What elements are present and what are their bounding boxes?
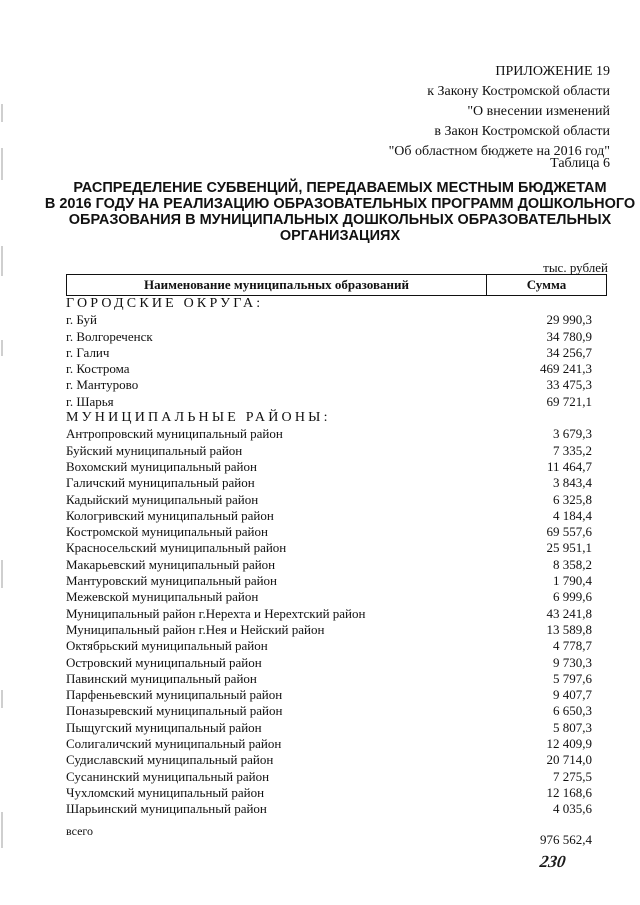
subvention-amount: 33 475,3 bbox=[546, 377, 592, 393]
table-row bbox=[66, 785, 592, 801]
appendix-line: к Закону Костромской области bbox=[427, 84, 610, 99]
appendix-line: "О внесении изменений bbox=[467, 104, 610, 119]
table-row bbox=[66, 459, 592, 475]
scan-margin-mark bbox=[1, 690, 3, 708]
title-line: РАСПРЕДЕЛЕНИЕ СУБВЕНЦИЙ, ПЕРЕДАВАЕМЫХ МЕСТНЫМ БЮДЖЕТАМ bbox=[73, 180, 607, 196]
scan-margin-mark bbox=[1, 246, 3, 276]
table-row bbox=[66, 703, 592, 719]
table-row bbox=[66, 475, 592, 491]
subvention-amount: 34 256,7 bbox=[546, 344, 592, 360]
municipality-name: Поназыревский муниципальный район bbox=[66, 703, 283, 719]
table-row bbox=[66, 394, 592, 410]
scan-margin-mark bbox=[1, 148, 3, 180]
municipality-name: г. Шарья bbox=[66, 393, 114, 409]
municipality-name: Мантуровский муниципальный район bbox=[66, 573, 278, 589]
subvention-amount: 9 730,3 bbox=[553, 654, 592, 670]
document-title bbox=[40, 180, 640, 244]
municipality-name: Чухломский муниципальный район bbox=[66, 784, 265, 800]
municipality-name: Буйский муниципальный район bbox=[66, 442, 243, 458]
subvention-amount: 9 407,7 bbox=[553, 687, 592, 703]
table-row bbox=[66, 720, 592, 736]
subvention-amount: 1 790,4 bbox=[553, 573, 592, 589]
section-heading: МУНИЦИПАЛЬНЫЕ РАЙОНЫ: bbox=[66, 410, 331, 426]
appendix-line: в Закон Костромской области bbox=[434, 124, 610, 139]
subvention-amount: 20 714,0 bbox=[546, 752, 592, 768]
table-row bbox=[66, 622, 592, 638]
municipality-name: Островский муниципальный район bbox=[66, 654, 262, 670]
table-row bbox=[66, 377, 592, 393]
municipality-name: Муниципальный район г.Нерехта и Нерехтский район bbox=[66, 605, 366, 621]
subvention-amount: 6 999,6 bbox=[553, 589, 592, 605]
municipality-name: г. Кострома bbox=[66, 361, 130, 377]
municipality-name: Октябрьский муниципальный район bbox=[66, 638, 268, 654]
subvention-amount: 6 650,3 bbox=[553, 703, 592, 719]
subvention-amount: 3 843,4 bbox=[553, 475, 592, 491]
table-label: Таблица 6 bbox=[550, 156, 610, 171]
subvention-amount: 13 589,8 bbox=[546, 621, 592, 637]
table-row bbox=[66, 524, 592, 540]
table-row bbox=[66, 573, 592, 589]
appendix-block bbox=[389, 62, 610, 162]
units-label: тыс. рублей bbox=[543, 260, 608, 275]
table-row bbox=[66, 508, 592, 524]
table-row bbox=[66, 540, 592, 556]
municipality-name: г. Галич bbox=[66, 344, 110, 360]
table-row bbox=[66, 606, 592, 622]
subvention-amount: 6 325,8 bbox=[553, 491, 592, 507]
subvention-amount: 7 275,5 bbox=[553, 768, 592, 784]
municipality-name: Костромской муниципальный район bbox=[66, 524, 268, 540]
scan-margin-mark bbox=[1, 340, 3, 356]
municipality-name: Парфеньевский муниципальный район bbox=[66, 687, 283, 703]
total-value: 976 562,4 bbox=[540, 832, 592, 847]
municipality-name: Вохомский муниципальный район bbox=[66, 458, 257, 474]
table-row bbox=[66, 589, 592, 605]
table-row bbox=[66, 312, 592, 328]
municipality-name: Кологривский муниципальный район bbox=[66, 507, 274, 523]
total-row bbox=[66, 824, 592, 848]
table-row bbox=[66, 345, 592, 361]
scan-margin-mark bbox=[1, 812, 3, 848]
table-row bbox=[66, 655, 592, 671]
subvention-amount: 12 168,6 bbox=[546, 784, 592, 800]
subvention-amount: 11 464,7 bbox=[546, 458, 592, 474]
header-sum-column: Сумма bbox=[526, 277, 567, 292]
table-row bbox=[66, 687, 592, 703]
table-row bbox=[66, 801, 592, 817]
municipality-name: Шарьинский муниципальный район bbox=[66, 801, 267, 817]
municipality-name: Сусанинский муниципальный район bbox=[66, 768, 270, 784]
handwritten-page-number: 230 bbox=[538, 852, 567, 871]
appendix-line: "Об областном бюджете на 2016 год" bbox=[388, 144, 610, 159]
table-row bbox=[66, 426, 592, 442]
municipality-name: Павинский муниципальный район bbox=[66, 670, 257, 686]
subvention-amount: 25 951,1 bbox=[546, 540, 592, 556]
subvention-amount: 8 358,2 bbox=[553, 556, 592, 572]
municipality-name: г. Буй bbox=[66, 312, 97, 328]
subvention-amount: 43 241,8 bbox=[546, 605, 592, 621]
subvention-amount: 34 780,9 bbox=[546, 328, 592, 344]
table-row bbox=[66, 361, 592, 377]
subvention-amount: 29 990,3 bbox=[546, 312, 592, 328]
table-row bbox=[66, 752, 592, 768]
table-row bbox=[66, 671, 592, 687]
subvention-amount: 4 778,7 bbox=[553, 638, 592, 654]
table-row bbox=[66, 769, 592, 785]
subvention-amount: 69 721,1 bbox=[546, 393, 592, 409]
total-label: всего bbox=[66, 824, 94, 838]
table-row bbox=[66, 638, 592, 654]
municipality-name: Судиславский муниципальный район bbox=[66, 752, 274, 768]
municipality-name: Пыщугский муниципальный район bbox=[66, 719, 262, 735]
subvention-amount: 12 409,9 bbox=[546, 736, 592, 752]
municipality-name: Макарьевский муниципальный район bbox=[66, 556, 276, 572]
subvention-amount: 69 557,6 bbox=[546, 524, 592, 540]
subvention-amount: 5 807,3 bbox=[553, 719, 592, 735]
subvention-amount: 4 184,4 bbox=[553, 507, 592, 523]
scan-margin-mark bbox=[1, 104, 3, 122]
table-body bbox=[66, 296, 592, 818]
scan-margin-mark bbox=[1, 560, 3, 588]
title-line: ОРГАНИЗАЦИЯХ bbox=[279, 228, 401, 244]
header-name-column: Наименование муниципальных образований bbox=[67, 275, 487, 295]
subvention-amount: 4 035,6 bbox=[553, 801, 592, 817]
municipality-name: Галичский муниципальный район bbox=[66, 475, 255, 491]
table-row bbox=[66, 557, 592, 573]
municipality-name: Межевской муниципальный район bbox=[66, 589, 259, 605]
municipality-name: Антропровский муниципальный район bbox=[66, 426, 283, 442]
table-row bbox=[66, 329, 592, 345]
table-row bbox=[66, 443, 592, 459]
title-line: ОБРАЗОВАНИЯ В МУНИЦИПАЛЬНЫХ ДОШКОЛЬНЫХ ОБРАЗОВАТЕЛЬНЫХ bbox=[68, 212, 612, 228]
table-row bbox=[66, 492, 592, 508]
title-line: В 2016 ГОДУ НА РЕАЛИЗАЦИЮ ОБРАЗОВАТЕЛЬНЫХ ПРОГРАММ ДОШКОЛЬНОГО bbox=[44, 196, 636, 212]
table-header bbox=[66, 274, 607, 296]
municipality-name: Муниципальный район г.Нея и Нейский район bbox=[66, 621, 325, 637]
municipality-name: Кадыйский муниципальный район bbox=[66, 491, 259, 507]
section-heading: ГОРОДСКИЕ ОКРУГА: bbox=[66, 296, 264, 311]
municipality-name: Красносельский муниципальный район bbox=[66, 540, 287, 556]
subvention-amount: 5 797,6 bbox=[553, 670, 592, 686]
municipality-name: г. Мантурово bbox=[66, 377, 139, 393]
subvention-amount: 3 679,3 bbox=[553, 426, 592, 442]
municipality-name: Солигаличский муниципальный район bbox=[66, 736, 282, 752]
table-row bbox=[66, 736, 592, 752]
municipality-name: г. Волгореченск bbox=[66, 328, 153, 344]
appendix-line: ПРИЛОЖЕНИЕ 19 bbox=[495, 64, 610, 79]
subvention-amount: 7 335,2 bbox=[553, 442, 592, 458]
subvention-amount: 469 241,3 bbox=[540, 361, 592, 377]
